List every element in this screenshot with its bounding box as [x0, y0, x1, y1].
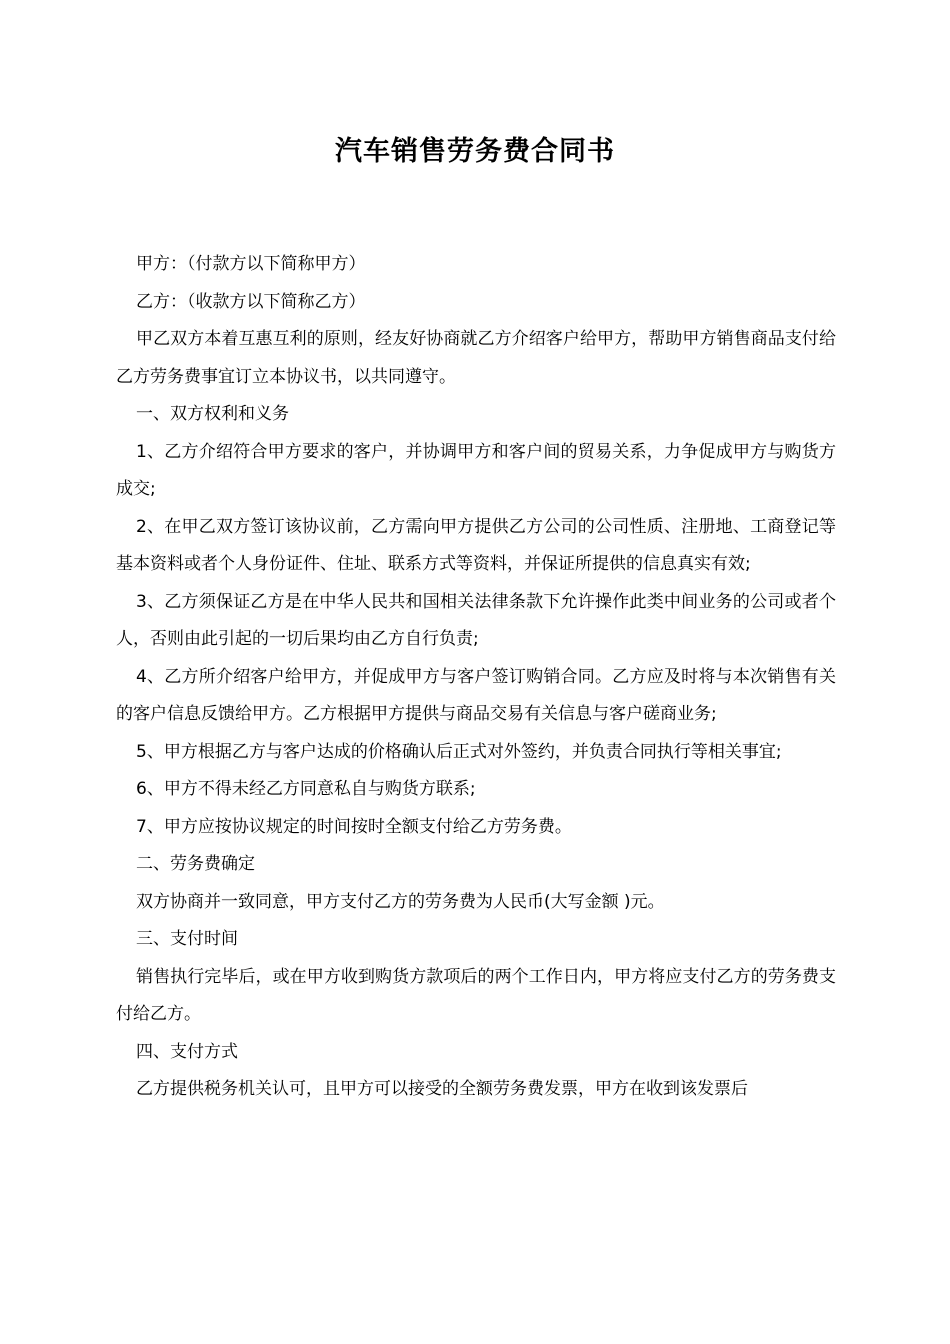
clause-7: 7、甲方应按协议规定的时间按时全额支付给乙方劳务费。 — [136, 816, 572, 837]
section-heading-payment-method: 四、支付方式 — [136, 1041, 238, 1062]
clause-4: 4、乙方所介绍客户给甲方，并促成甲方与客户签订购销合同。乙方应及时将与本次销售有关的客户信息反馈给甲方。乙方根据甲方提供与商品交易有关信息与客户磋商业务; — [116, 666, 836, 724]
paragraph-fee: 双方协商并一致同意，甲方支付乙方的劳务费为人民币(大写金额 )元。 — [136, 891, 665, 912]
section-heading-fee: 二、劳务费确定 — [136, 854, 255, 874]
paragraph-payment-method: 乙方提供税务机关认可，且甲方可以接受的全额劳务费发票，甲方在收到该发票后 — [136, 1079, 748, 1099]
paragraph-party-b: 乙方：（收款方以下简称乙方） — [136, 291, 366, 312]
clause-6: 6、甲方不得未经乙方同意私自与购货方联系; — [136, 779, 476, 799]
clause-1: 1、乙方介绍符合甲方要求的客户，并协调甲方和客户间的贸易关系，力争促成甲方与购货方成交; — [116, 441, 836, 499]
clause-5: 5、甲方根据乙方与客户达成的价格确认后正式对外签约，并负责合同执行等相关事宜; — [136, 741, 782, 762]
section-heading-payment-time: 三、支付时间 — [136, 929, 238, 949]
paragraph-preamble: 甲乙双方本着互惠互利的原则，经友好协商就乙方介绍客户给甲方，帮助甲方销售商品支付给乙方劳务费事宜订立本协议书，以共同遵守。 — [116, 329, 836, 387]
document-body — [116, 246, 836, 1109]
clause-3: 3、乙方须保证乙方是在中华人民共和国相关法律条款下允许操作此类中间业务的公司或者个人，否则由此引起的一切后果均由乙方自行负责; — [116, 591, 836, 649]
document-title: 汽车销售劳务费合同书 — [335, 136, 615, 167]
paragraph-payment-time: 销售执行完毕后，或在甲方收到购货方款项后的两个工作日内，甲方将应支付乙方的劳务费支付给乙方。 — [116, 966, 836, 1024]
clause-2: 2、在甲乙双方签订该协议前，乙方需向甲方提供乙方公司的公司性质、注册地、工商登记等基本资料或者个人身份证件、住址、联系方式等资料，并保证所提供的信息真实有效; — [116, 516, 836, 574]
section-heading-rights: 一、双方权利和义务 — [136, 404, 289, 424]
paragraph-party-a: 甲方：（付款方以下简称甲方） — [136, 254, 366, 274]
